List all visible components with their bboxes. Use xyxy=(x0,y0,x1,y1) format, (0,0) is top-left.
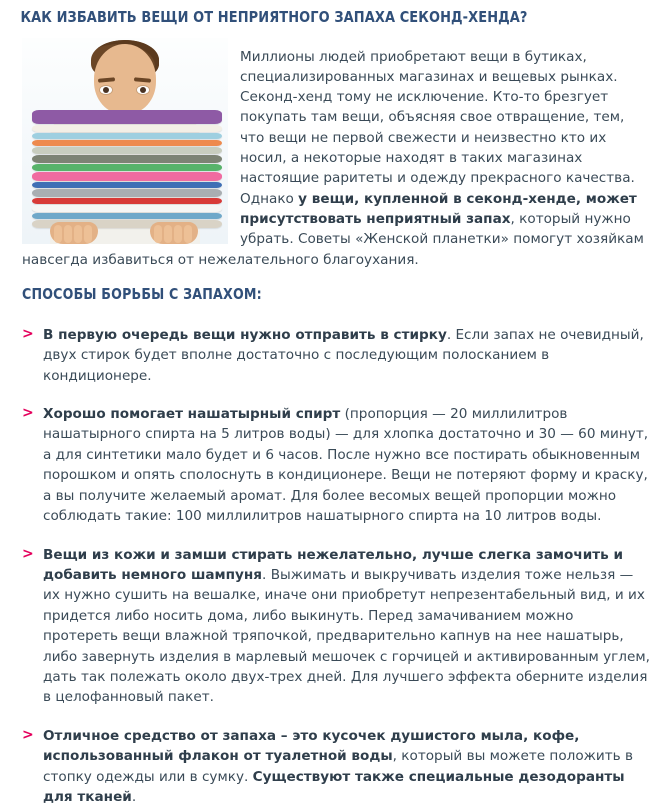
garment-blue xyxy=(32,182,222,188)
hand-left-shape xyxy=(50,222,98,244)
garment-orange xyxy=(32,140,222,145)
chevron-right-icon: > xyxy=(22,726,34,743)
eye-left-shape xyxy=(100,86,112,94)
tip-bold-lead: Отличное средство от запаха – это кусочек душистого мыла, кофе, использованный флакон от туалетной воды xyxy=(43,727,580,765)
photo-canvas xyxy=(22,38,228,244)
chevron-right-icon: > xyxy=(22,405,34,422)
intro-section xyxy=(0,33,666,303)
garment-pink xyxy=(32,172,222,181)
tip-text-tail: . xyxy=(131,788,137,805)
list-item xyxy=(22,545,650,708)
garment-green xyxy=(32,164,222,171)
garment-steel xyxy=(32,213,222,219)
intro-text-part-2: , который нужно убрать. Советы «Женской планетки» помогут хозяйкам навсегда избавиться от нежелательного благоухания. xyxy=(22,210,644,268)
garment-cream xyxy=(32,125,222,132)
list-item xyxy=(22,325,650,386)
tips-list xyxy=(0,303,666,807)
tip-text: . Если запах не очевидный, двух стирок будет вполне достаточно с последующим полосканием в кондиционере. xyxy=(43,326,644,384)
clothes-stack-photo xyxy=(22,38,228,244)
hand-right-shape xyxy=(150,222,198,244)
page-title: КАК ИЗБАВИТЬ ВЕЩИ ОТ НЕПРИЯТНОГО ЗАПАХА СЕКОНД-ХЕНДА? xyxy=(20,8,528,26)
intro-highlight: у вещи, купленной в секонд-хенде, может присутствовать неприятный запах xyxy=(240,190,637,227)
garment-white xyxy=(32,205,222,212)
garment-olive xyxy=(32,155,222,163)
garment-gray xyxy=(32,189,222,197)
tip-text: (пропорция — 20 миллилитров нашатырного спирта на 5 литров воды) — для хлопка достаточно и 30 — 60 минут, а для синтетики мало будет и 6 часов. После нужно все постирать обыкновенным порошком и опять сполоснуть в кондиционере. Вещи не потеряют форму и краску, а вы получите желаемый аромат. Для более весомых вещей пропорции можно соблюдать такие: 100 миллилитров нашатырного спирта на 10 литров воды. xyxy=(43,406,649,525)
intro-text-part-1: Миллионы людей приобретают вещи в бутиках, специализированных магазинах и вещевых рынках. Секонд-хенд тому не исключение. Кто-то брезгует покупать там вещи, объясняя свое отвращение, тем, что вещи не первой свежести и неизвестно кто их носил, а некоторые находят в таких магазинах настоящие раритеты и одежду прекрасного качества. Однако xyxy=(240,48,635,207)
chevron-right-icon: > xyxy=(22,325,34,342)
tip-bold-lead: Хорошо помогает нашатырный спирт xyxy=(43,406,341,423)
tip-bold-tail: Существуют также специальные дезодоранты для тканей xyxy=(43,768,625,805)
tip-text: . Выжимать и выкручивать изделия тоже нельзя — их нужно сушить на вешалке, иначе они приобретут непрезентабельный вид, и их придется либо носить дома, либо выкинуть. Перед замачиванием можно протереть вещи влажной тряпочкой, предварительно капнув на нее нашатырь, либо завернуть изделия в марлевый мешочек с горчицей и активированным углем, дать так полежать около двух-трех дней. Для лучшего эффекта оберните изделия в целофанновый пакет. xyxy=(43,566,650,706)
section-subheading: СПОСОБЫ БОРЬБЫ С ЗАПАХОМ: xyxy=(22,285,262,303)
garment-lightblue xyxy=(32,133,222,139)
tip-bold-lead: В первую очередь вещи нужно отправить в стирку xyxy=(43,326,447,343)
eye-right-shape xyxy=(137,86,149,94)
garment-sage xyxy=(32,147,222,154)
list-item xyxy=(22,404,650,526)
tip-text: , который вы можете положить в стопку одежды или в сумку. xyxy=(43,748,633,785)
garment-red xyxy=(32,198,222,204)
tip-bold-lead: Вещи из кожи и замши стирать нежелательно, лучше слегка замочить и добавить немного шампуня xyxy=(43,546,623,583)
garment-purple xyxy=(32,110,222,124)
list-item xyxy=(22,726,650,807)
laundry-stack xyxy=(32,110,222,228)
chevron-right-icon: > xyxy=(22,545,34,562)
